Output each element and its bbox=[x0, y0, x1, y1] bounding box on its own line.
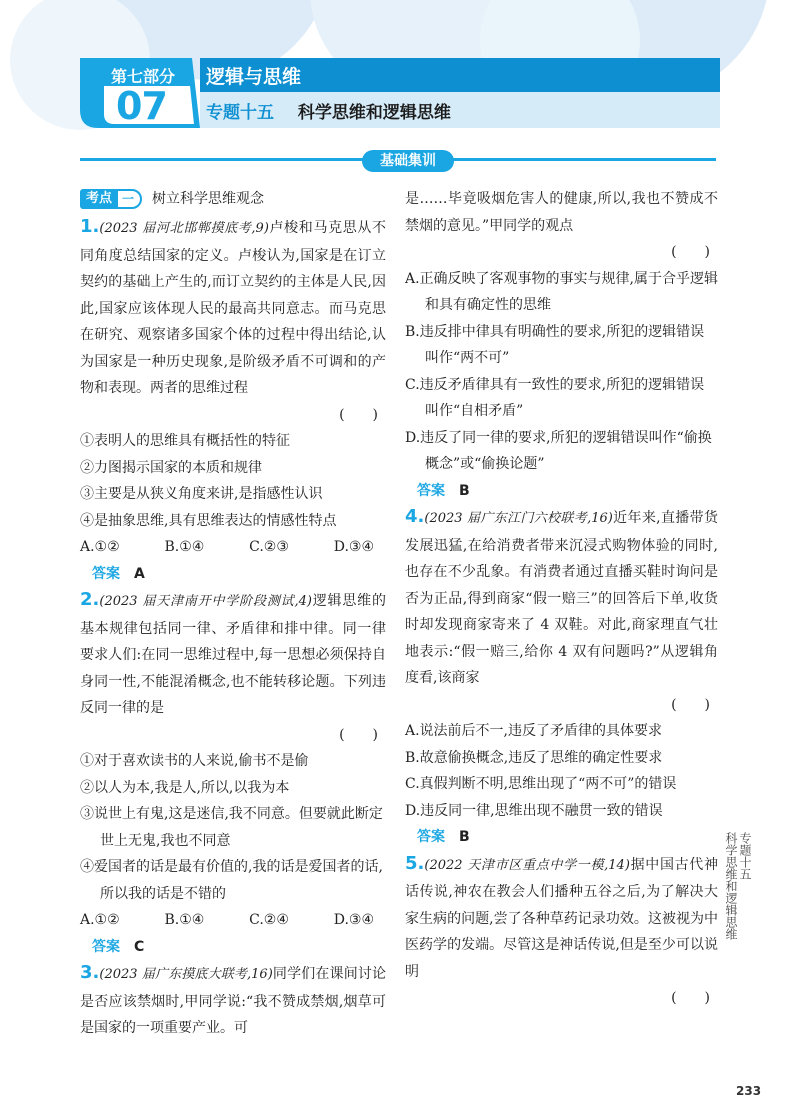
question-5 bbox=[405, 851, 718, 1012]
question-source: (2022 天津市区重点中学一模,14) bbox=[424, 857, 630, 873]
section-bar bbox=[80, 150, 716, 170]
choice-d: D.③④ bbox=[333, 539, 374, 555]
choice-row bbox=[80, 534, 386, 561]
answer-line bbox=[80, 561, 386, 588]
option-d: D.违反同一律,思维出现不融贯一致的错误 bbox=[405, 802, 663, 819]
answer-label: 答案 bbox=[417, 829, 445, 845]
answer-bracket: ( ) bbox=[671, 990, 710, 1006]
kaodian-number: 一 bbox=[116, 189, 142, 209]
choice-a: A.①② bbox=[80, 912, 120, 928]
question-text: 是……毕竟吸烟危害人的健康,所以,我也不赞成不禁烟的意见。”甲同学的观点 bbox=[405, 191, 718, 234]
question-3-continued bbox=[405, 186, 718, 504]
answer-label: 答案 bbox=[92, 938, 120, 955]
question-4 bbox=[405, 504, 718, 851]
answer-label: 答案 bbox=[417, 482, 445, 499]
kaodian-title: 树立科学思维观念 bbox=[152, 190, 265, 207]
question-stem bbox=[405, 851, 718, 986]
topic-title: 科学思维和逻辑思维 bbox=[297, 103, 451, 123]
answer-bracket: ( ) bbox=[671, 696, 710, 713]
question-3-start bbox=[80, 960, 386, 1042]
answer-value: B bbox=[459, 829, 470, 845]
statement-item: ③说世上有鬼,这是迷信,我不同意。但要就此断定世上无鬼,我也不同意 bbox=[80, 806, 383, 849]
statement-item: ④爱国者的话是最有价值的,我的话是爱国者的话,所以我的话是不错的 bbox=[80, 859, 383, 902]
statement-item: ①表明人的思维具有概括性的特征 bbox=[80, 433, 290, 449]
choice-d: D.③④ bbox=[333, 912, 374, 928]
option-a: A.说法前后不一,违反了矛盾律的具体要求 bbox=[405, 723, 663, 739]
choice-row bbox=[80, 907, 386, 934]
question-text: 据中国古代神话传说,神农在教会人们播种五谷之后,为了解决大家生病的问题,尝了各种草药记录功效。这被视为中医药学的发端。尽管这是神话传说,但是至少可以说明 bbox=[405, 856, 718, 980]
answer-label: 答案 bbox=[92, 565, 120, 582]
question-number: 4. bbox=[405, 506, 425, 527]
answer-line bbox=[405, 478, 718, 505]
statement-item: ③主要是从狭义角度来讲,是指感性认识 bbox=[80, 486, 323, 502]
answer-bracket: ( ) bbox=[339, 406, 378, 423]
chapter-header bbox=[80, 58, 720, 128]
question-source: (2023 届天津南开中学阶段测试,4) bbox=[99, 594, 312, 609]
option-c: C.真假判断不明,思维出现了“两不可”的错误 bbox=[405, 776, 677, 792]
statement-item: ②力图揭示国家的本质和规律 bbox=[80, 459, 262, 476]
question-text: 同学们在课间讨论是否应该禁烟时,甲同学说:“我不赞成禁烟,烟草可是国家的一项重要产业。可 bbox=[80, 966, 386, 1036]
option-a: A.正确反映了客观事物的事实与规律,属于合乎逻辑和具有确定性的思维 bbox=[405, 270, 719, 313]
question-2 bbox=[80, 587, 386, 960]
question-source: (2023 届广东江门六校联考,16) bbox=[424, 511, 613, 526]
part-title: 逻辑与思维 bbox=[206, 66, 302, 88]
question-stem bbox=[80, 960, 386, 1042]
right-column bbox=[405, 186, 718, 1012]
choice-a: A.①② bbox=[80, 539, 120, 555]
statement-item: ④是抽象思维,具有思维表达的情感性特点 bbox=[80, 512, 337, 529]
side-label-line-1: 专题十五 bbox=[738, 832, 752, 880]
choice-b: B.①④ bbox=[164, 912, 205, 928]
choice-c: C.②③ bbox=[249, 539, 289, 555]
answer-line bbox=[80, 934, 386, 961]
question-source: (2023 届河北邯郸摸底考,9) bbox=[99, 221, 269, 236]
question-1 bbox=[80, 214, 386, 587]
question-number: 3. bbox=[80, 962, 100, 983]
choice-c: C.②④ bbox=[249, 912, 289, 928]
left-column bbox=[80, 186, 386, 1042]
answer-value: A bbox=[134, 565, 145, 582]
part-number: 07 bbox=[116, 84, 167, 128]
answer-bracket: ( ) bbox=[671, 244, 710, 260]
answer-line bbox=[405, 824, 718, 851]
question-text: 卢梭和马克思从不同角度总结国家的定义。卢梭认为,国家是在订立契约的基础上产生的,而订立契约的主体是人民,因此,国家应该体现人民的最高共同意志。而马克思在研究、观察诸多国家个体的过程中得出结论,认为国家是一种历史现象,是阶级矛盾不可调和的产物和表现。两者的思维过程 bbox=[80, 220, 387, 396]
statement-item: ①对于喜欢读书的人来说,偷书不是偷 bbox=[80, 753, 309, 769]
statement-item: ②以人为本,我是人,所以,以我为本 bbox=[80, 779, 290, 796]
option-b: B.违反排中律具有明确性的要求,所犯的逻辑错误叫作“两不可” bbox=[405, 323, 705, 366]
question-number: 1. bbox=[80, 216, 100, 237]
option-d: D.违反了同一律的要求,所犯的逻辑错误叫作“偷换概念”或“偷换论题” bbox=[405, 429, 712, 472]
option-b: B.故意偷换概念,违反了思维的确定性要求 bbox=[405, 749, 663, 766]
answer-value: B bbox=[459, 482, 470, 499]
topic-label: 专题十五 bbox=[206, 103, 274, 123]
side-label-line-2: 科学思维和逻辑思维 bbox=[724, 832, 738, 940]
part-label: 第七部分 bbox=[110, 67, 175, 86]
page-number: 233 bbox=[736, 1084, 762, 1098]
side-chapter-label bbox=[724, 832, 752, 940]
choice-b: B.①④ bbox=[164, 539, 205, 555]
question-text: 逻辑思维的基本规律包括同一律、矛盾律和排中律。同一律要求人们:在同一思维过程中,每一思想必须保持自身同一性,不能混淆概念,也不能转移论题。下列违反同一律的是 bbox=[80, 593, 386, 716]
topic-title-line bbox=[206, 98, 451, 123]
question-source: (2023 届广东摸底大联考,16) bbox=[99, 967, 273, 982]
question-text: 近年来,直播带货发展迅猛,在给消费者带来沉浸式购物体验的同时,也存在不少乱象。有消费者通过直播买鞋时询问是否为正品,得到商家“假一赔三”的回答后下单,收货时却发现商家寄来了 4 双鞋。对此,商家理直气壮地表示:“假一赔三,给你 4 双有问题吗?”从逻辑角度看,该商家 bbox=[405, 510, 718, 686]
question-stem bbox=[405, 504, 718, 692]
kaodian-tag: 考点 bbox=[80, 189, 116, 209]
answer-value: C bbox=[134, 938, 145, 955]
question-number: 5. bbox=[405, 852, 425, 874]
question-number: 2. bbox=[80, 589, 100, 610]
section-title: 基础集训 bbox=[362, 150, 454, 172]
answer-bracket: ( ) bbox=[339, 726, 378, 743]
question-stem bbox=[80, 214, 386, 402]
option-c: C.违反矛盾律具有一致性的要求,所犯的逻辑错误叫作“自相矛盾” bbox=[405, 376, 705, 419]
kaodian-heading bbox=[80, 186, 386, 212]
question-stem bbox=[80, 587, 386, 722]
